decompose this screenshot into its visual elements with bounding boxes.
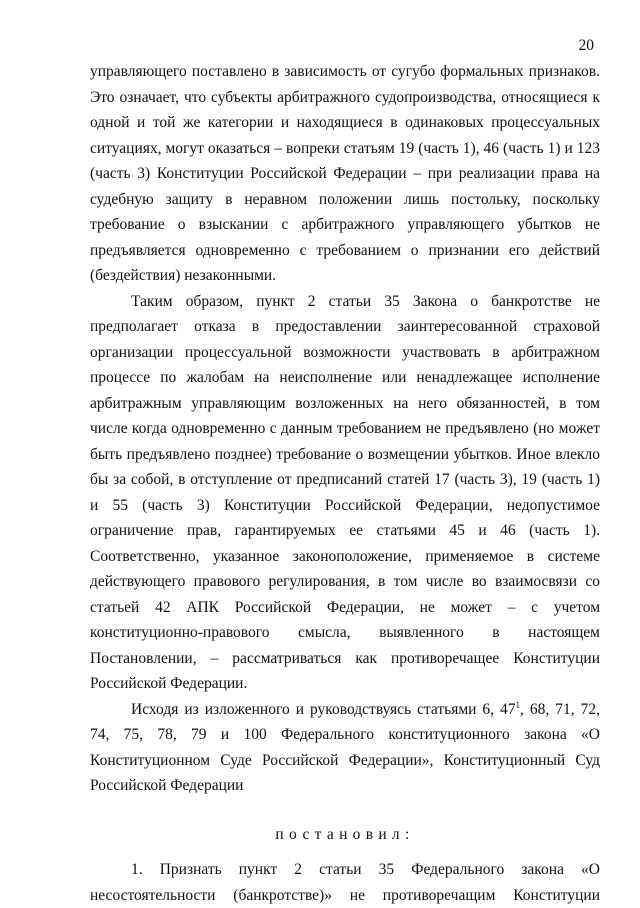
article-superscript: 1 xyxy=(515,699,521,710)
resolution-paragraph-1: 1. Признать пункт 2 статьи 35 Федерального закона «О несостоятельности (банкротстве)» не противоречащим Конституции xyxy=(90,861,600,904)
paragraph-2: Таким образом, пункт 2 статьи 35 Закона о банкротстве не предполагает отказа в предоставлении заинтересованной страховой организации процессуальной возможности участвовать в арбитражном процессе по жалобам на неисполнение или ненадлежащее исполнение арбитражным управляющим возложенных на него обязанностей, в том числе когда одновременно с данным требованием не предъявлено (но может быть предъявлено позднее) требование о возмещении убытков. Иное влекло бы за собой, в отступление от предписаний статей 17 (часть 3), 19 (часть 1) и 55 (часть 3) Конституции Российской Федерации, недопустимое ограничение прав, гарантируемых ее статьями 45 и 46 (часть 1). Соответственно, указанное законоположение, применяемое в системе действующего правового регулирования, в том числе во взаимосвязи со статьей 42 АПК Российской Федерации, не может – с учетом конституционно-правового смысла, выявленного в настоящем Постановлении, – рассматриваться как противоречащее Конституции Российской Федерации. xyxy=(90,292,600,692)
paragraph-3 xyxy=(90,697,600,799)
paragraph-1: управляющего поставлено в зависимость от сугубо формальных признаков. Это означает, что субъекты арбитражного судопроизводства, относящиеся к одной и той же категории и находящиеся в одинаковых процессуальных ситуациях, могут оказаться – вопреки статьям 19 (часть 1), 46 (часть 1) и 123 (часть 3) Конституции Российской Федерации – при реализации права на судебную защиту в неравном положении лишь постольку, поскольку требование о взыскании с арбитражного управляющего убытков не предъявляется одновременно с требованием о признании его действий (бездействия) незаконными. xyxy=(90,63,600,284)
document-body xyxy=(90,59,600,908)
page-number: 20 xyxy=(578,37,594,54)
paragraph-3-text-before: Исходя из изложенного и руководствуясь статьями 6, 47 xyxy=(131,700,516,718)
paragraph-3-text-after: , 68, 71, 72, 74, 75, 78, 79 и 100 Федерального конституционного закона «О Конституционном Суде Российской Федерации», Конституционный Суд Российской Федерации xyxy=(90,700,601,794)
decree-heading: постановил: xyxy=(275,825,415,843)
